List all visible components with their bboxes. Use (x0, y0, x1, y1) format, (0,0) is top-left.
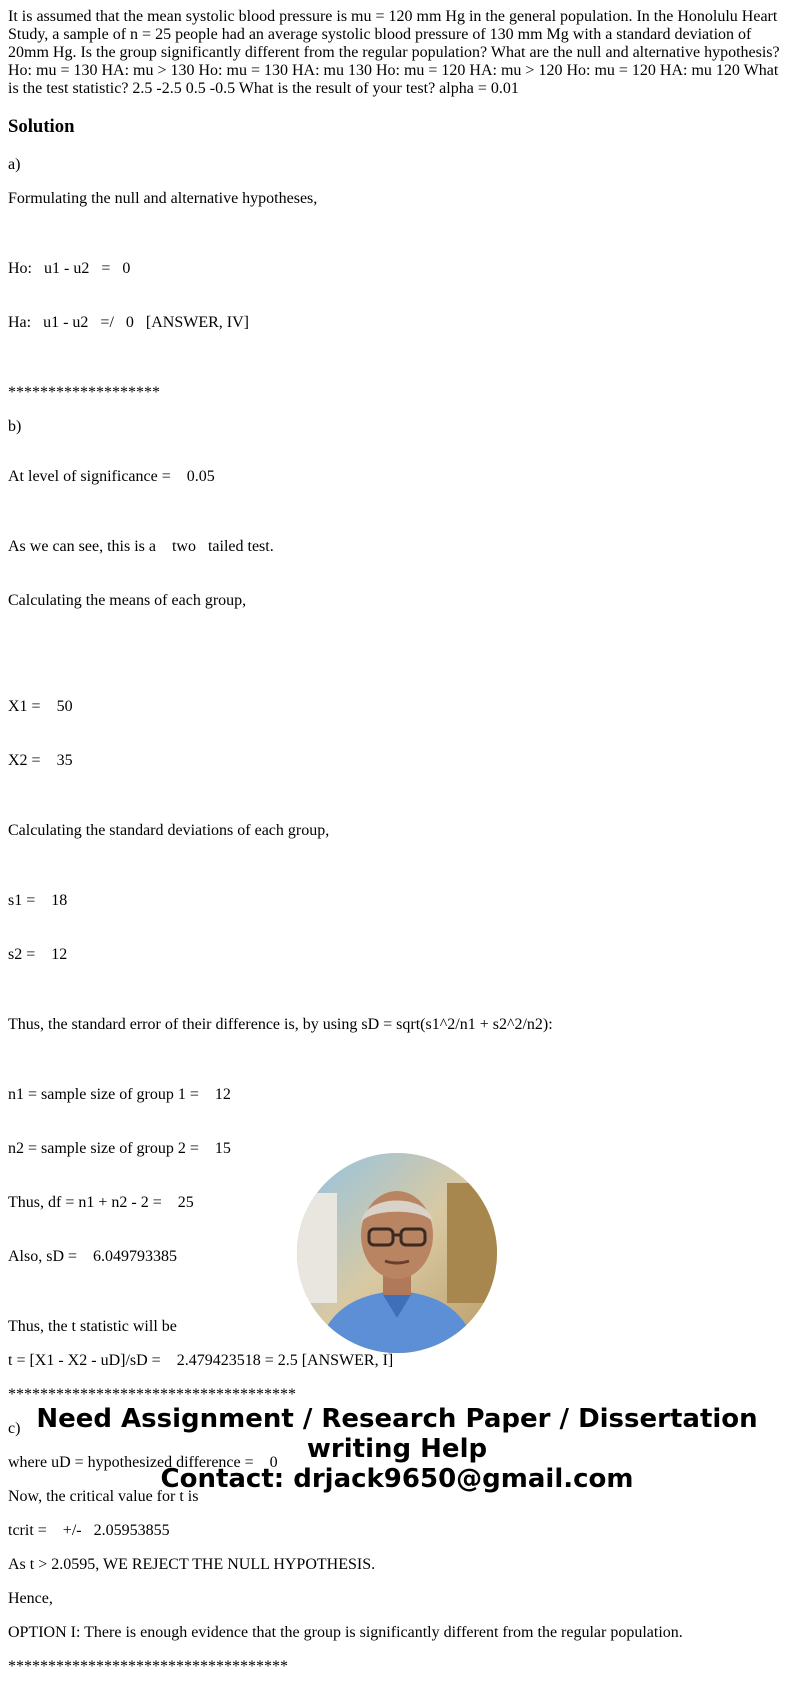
promo-contact: Contact: drjack9650@gmail.com (160, 1464, 634, 1494)
standard-error-intro: Thus, the standard error of their difference is, by using sD = sqrt(s1^2/n1 + s2^2/n2): (8, 1016, 553, 1033)
alternative-hypothesis: Ha: u1 - u2 =/ 0 [ANSWER, IV] (8, 314, 249, 331)
sample-size-n1: n1 = sample size of group 1 = 12 (8, 1086, 231, 1103)
solution-heading: Solution (8, 116, 75, 137)
sd-intro: Calculating the standard deviations of each group, (8, 822, 330, 839)
separator: ******************* (8, 384, 160, 401)
tail-statement: As we can see, this is a two tailed test. (8, 538, 274, 555)
spacer (8, 452, 786, 468)
part-a-intro: Formulating the null and alternative hypotheses, (8, 190, 318, 207)
promo-line-1: Need Assignment / Research Paper / Dissertation (36, 1404, 758, 1434)
t-statistic-intro: Thus, the t statistic will be (8, 1318, 177, 1335)
sd-s2: s2 = 12 (8, 946, 68, 963)
means-intro: Calculating the means of each group, (8, 592, 247, 609)
t-statistic: t = [X1 - X2 - uD]/sD = 2.479423518 = 2.5 [ANSWER, I] (8, 1352, 394, 1369)
critical-value-intro: Now, the critical value for t is (8, 1488, 199, 1505)
means-block (8, 502, 786, 646)
hypothesized-difference: where uD = hypothesized difference = 0 (8, 1454, 278, 1471)
author-avatar (297, 1153, 497, 1353)
decision: As t > 2.0595, WE REJECT THE NULL HYPOTHESIS. (8, 1556, 376, 1573)
mean-x1: X1 = 50 (8, 698, 73, 715)
sd-s1: s1 = 18 (8, 892, 68, 909)
mean-x2: X2 = 35 (8, 752, 73, 769)
promo-banner (0, 1404, 794, 1494)
part-a-label: a) (8, 156, 21, 173)
critical-value: tcrit = +/- 2.05953855 (8, 1522, 170, 1539)
promo-line-2: writing Help (306, 1434, 488, 1464)
separator: *********************************** (8, 1658, 288, 1675)
sample-size-n2: n2 = sample size of group 2 = 15 (8, 1140, 231, 1157)
null-hypothesis: Ho: u1 - u2 = 0 (8, 260, 131, 277)
standard-error-value: Also, sD = 6.049793385 (8, 1248, 178, 1265)
significance-level: At level of significance = 0.05 (8, 468, 215, 485)
author-photo-icon (297, 1153, 497, 1353)
question-text: It is assumed that the mean systolic blood pressure is mu = 120 mm Hg in the general population. In the Honolulu Heart Study, a sample of n = 25 people had an average systolic blood pressure of 130 mm Mg with a standard deviation of 20mm Hg. Is the group significantly different from the regular population? What are the null and alternative hypothesis? Ho: mu = 130 HA: mu > 130 Ho: mu = 130 HA: mu 130 Ho: mu = 120 HA: mu > 120 Ho: mu = 120 HA: mu 120 What is the test statistic? 2.5 -2.5 0.5 -0.5 What is the result of your test? alpha = 0.01 (8, 8, 784, 97)
means-values (8, 662, 786, 806)
degrees-of-freedom: Thus, df = n1 + n2 - 2 = 25 (8, 1194, 194, 1211)
part-b-label: b) (8, 418, 22, 435)
hence-text: Hence, (8, 1590, 53, 1607)
hypotheses-block (8, 224, 786, 368)
conclusion: OPTION I: There is enough evidence that the group is significantly different from the regular population. (8, 1624, 683, 1641)
sd-values (8, 856, 786, 1000)
part-c-label: c) (8, 1420, 21, 1437)
separator: ************************************ (8, 1386, 296, 1403)
